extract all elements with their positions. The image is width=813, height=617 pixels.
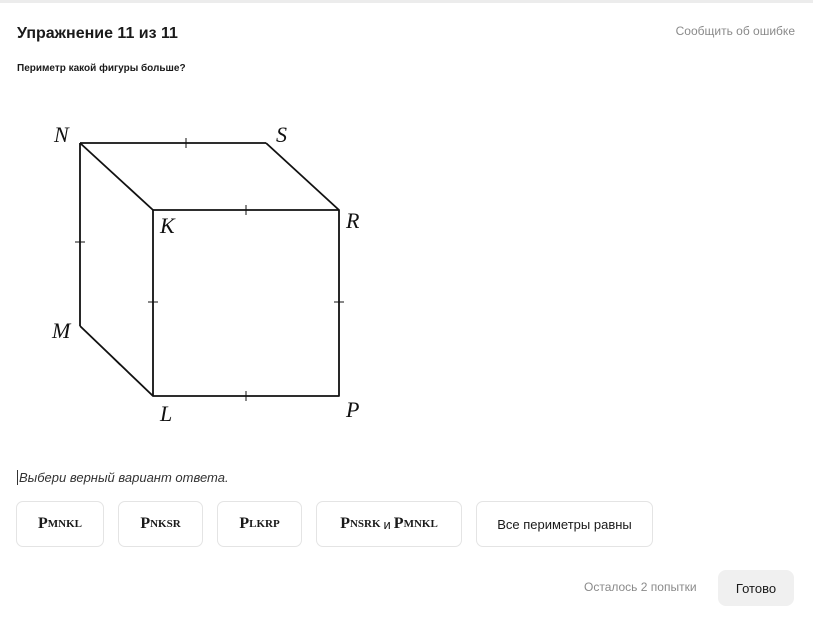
label-s: S: [276, 122, 287, 147]
square-lkrp: [153, 210, 339, 396]
text-caret: [17, 470, 18, 485]
label-l: L: [160, 401, 173, 426]
tick-nk: [113, 173, 120, 180]
conjunction-text: и: [383, 516, 391, 532]
label-n: N: [54, 122, 69, 147]
tick-ml: [113, 358, 120, 365]
perimeter-subscript-2: MNKL: [403, 518, 438, 530]
perimeter-symbol: P: [340, 515, 350, 532]
perimeter-symbol: P: [140, 515, 151, 532]
answer-options: [16, 501, 653, 547]
answer-option-5[interactable]: [476, 501, 653, 547]
perimeter-subscript: MNKL: [47, 518, 82, 530]
answer-option-3[interactable]: [217, 501, 302, 547]
perimeter-subscript: NKSR: [150, 518, 181, 530]
perimeter-symbol-2: P: [393, 515, 404, 532]
label-m: M: [52, 318, 71, 343]
exercise-title: Упражнение 11 из 11: [17, 25, 178, 42]
perimeter-symbol: P: [239, 515, 250, 532]
instruction-text: [17, 470, 229, 485]
cube-figure: [40, 115, 380, 435]
question-text: Периметр какой фигуры больше?: [17, 63, 186, 74]
label-r: R: [346, 208, 360, 233]
answer-option-2[interactable]: [118, 501, 203, 547]
label-k: K: [160, 213, 175, 238]
top-divider: [0, 0, 813, 3]
answer-option-1[interactable]: [16, 501, 104, 547]
perimeter-subscript: NSRK: [349, 518, 381, 530]
edge-sr: [266, 143, 339, 210]
attempts-remaining: Осталось 2 попытки: [584, 580, 697, 594]
label-p: P: [346, 397, 360, 422]
perimeter-subscript: LKRP: [249, 518, 280, 530]
answer-text: Все периметры равны: [497, 516, 632, 532]
answer-option-4[interactable]: [316, 501, 462, 547]
perimeter-symbol: P: [37, 515, 48, 532]
instruction-label: Выбери верный вариант ответа.: [19, 470, 229, 485]
report-error-link[interactable]: Сообщить об ошибке: [675, 24, 795, 38]
done-button[interactable]: Готово: [718, 570, 794, 606]
